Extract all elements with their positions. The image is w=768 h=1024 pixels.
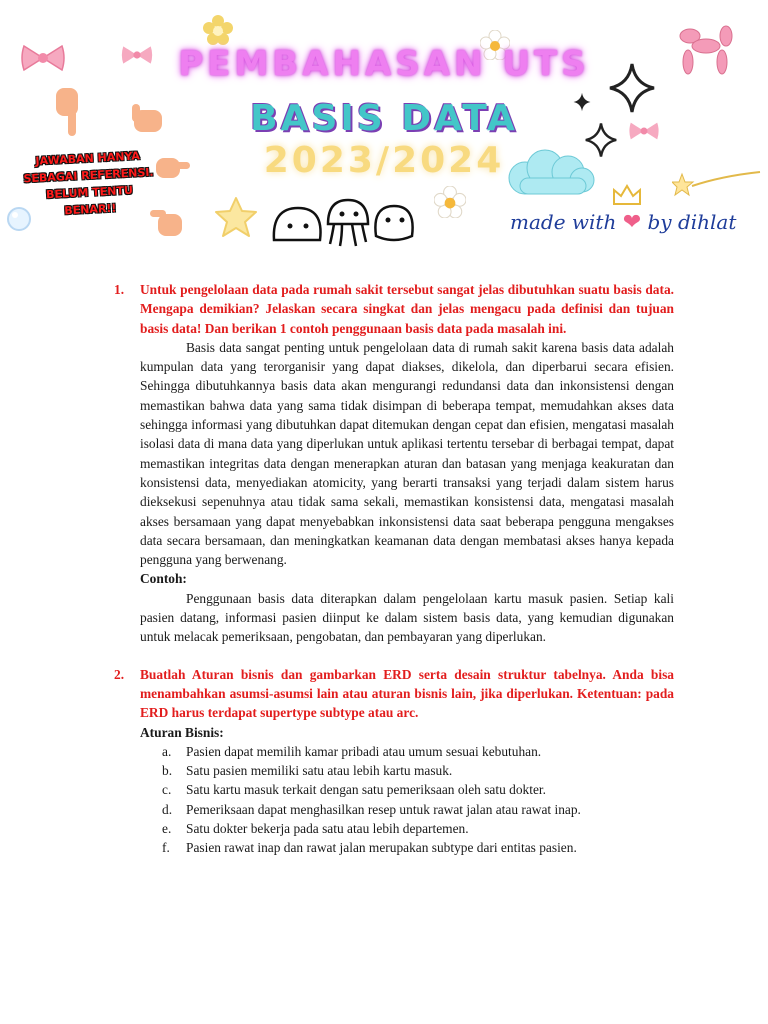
question-1 bbox=[114, 280, 674, 338]
business-rules-list bbox=[140, 742, 674, 858]
page-title: PEMBAHASAN UTS bbox=[178, 44, 590, 84]
page-subtitle: BASIS DATA bbox=[250, 98, 518, 139]
list-item: c. Satu kartu masuk terkait dengan satu pemeriksaan oleh satu dokter. bbox=[162, 782, 546, 798]
list-item: f. Pasien rawat inap dan rawat jalan merupakan subtype dari entitas pasien. bbox=[162, 840, 577, 856]
example-label: Contoh: bbox=[140, 571, 187, 587]
heart-icon: ❤ bbox=[622, 210, 642, 235]
rules-label: Aturan Bisnis: bbox=[140, 724, 224, 740]
list-item: b. Satu pasien memiliki satu atau lebih kartu masuk. bbox=[162, 763, 453, 779]
answer-paragraph: Basis data sangat penting untuk pengelolaan data di rumah sakit karena basis data adalah kumpulan data yang terorganisir yang dapat diakses, dikelola, dan diperbarui secara efisien. Sehingga dibutuhkannya basis data akan mengurangi redundansi data dan inkonsistensi dengan memastikan bahwa data yang sama tidak disimpan di beberapa tempat, memudahkan akses data sehingga informasi yang dibutuhkan dapat ditemukan dengan cepat dan efisien, mengatasi masalah isolasi data di mana data yang diperlukan untuk aplikasi tertentu tersebar di berbagai tempat, dapat memastikan integritas data dengan menerapkan aturan dan batasan yang menjaga keakuratan dan konsistensi data, menyediakan atomicity, yang berarti transaksi yang terjadi dalam sistem harus dieksekusi sepenuhnya atau tidak sama sekali, memastikan konsistensi data, mengatasi masalah akses bersamaan yang dapat menyebabkan inkonsistensi data saat beberapa pengguna mengakses data secara bersamaan, dan meningkatkan keamanan data dengan membatasi akses hanya kepada pengguna yang berwenang. bbox=[140, 339, 674, 568]
question-text: Untuk pengelolaan data pada rumah sakit tersebut sangat jelas dibutuhkan suatu basis data. Mengapa demikian? Jelaskan secara singkat dan jelas mengacu pada definisi dan tujuan basis data! Dan berikan 1 contoh penggunaan basis data pada masalah ini. bbox=[140, 282, 674, 336]
list-item: e. Satu dokter bekerja pada satu atau lebih departemen. bbox=[162, 821, 469, 837]
page-year: 2023/2024 bbox=[263, 140, 505, 181]
question-number: 1. bbox=[114, 282, 125, 297]
question-text: Buatlah Aturan bisnis dan gambarkan ERD serta desain struktur tabelnya. Anda bisa menambahkan asumsi-asumsi lain atau aturan bisnis lain, jika diperlukan. Ketentuan: pada ERD harus terdapat supertype subtype atau arc. bbox=[140, 666, 674, 721]
question-number: 2. bbox=[114, 666, 125, 682]
disclaimer-note: JAWABAN HANYA SEBAGAI REFERENSI. BELUM TENTU BENAR!! bbox=[23, 149, 154, 218]
cute-creatures-icon bbox=[270, 196, 420, 248]
example-paragraph: Penggunaan basis data diterapkan dalam pengelolaan kartu masuk pasien. Setiap kali pasien datang, informasi pasien diinput ke dalam sistem basis data, yang kemudian digunakan untuk melacak pemeriksaan, pengobatan, dan pembayaran yang diperlukan. bbox=[140, 590, 674, 645]
question-2 bbox=[114, 665, 674, 723]
flower-icon bbox=[434, 186, 466, 218]
header-banner bbox=[0, 0, 768, 270]
answer-1 bbox=[140, 338, 674, 647]
list-item: a. Pasien dapat memilih kamar pribadi atau umum sesuai kebutuhan. bbox=[162, 743, 542, 759]
credit-signature: made with ❤ by dihlat bbox=[510, 210, 737, 235]
list-item: d. Pemeriksaan dapat menghasilkan resep untuk rawat jalan atau rawat inap. bbox=[162, 801, 581, 817]
answer-2 bbox=[140, 723, 674, 858]
crown-icon bbox=[612, 184, 642, 206]
document-body bbox=[114, 280, 674, 858]
star-icon bbox=[214, 196, 258, 238]
flower-icon bbox=[203, 15, 233, 45]
